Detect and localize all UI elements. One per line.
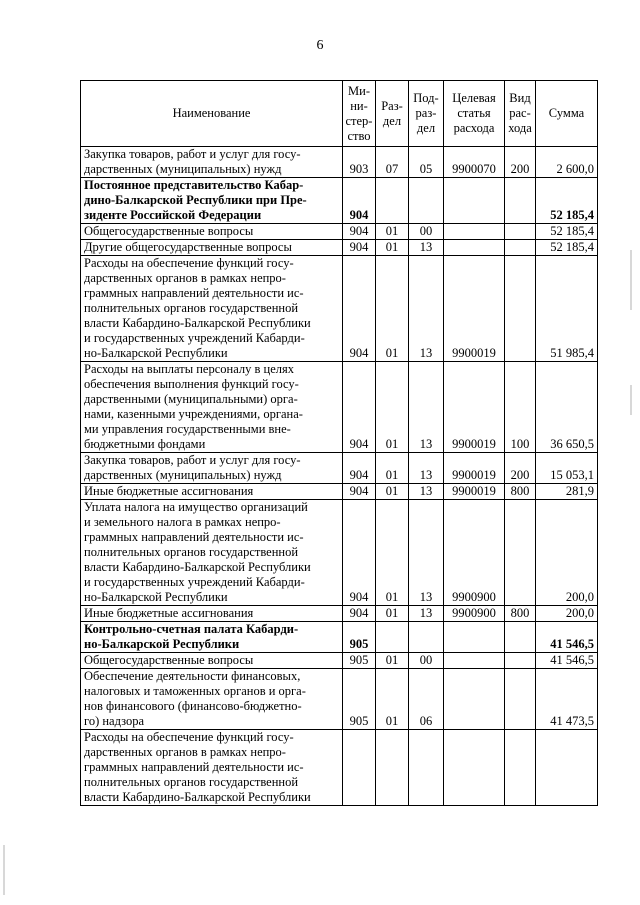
cell-subsection: 13 — [409, 484, 444, 500]
scan-edge-mark — [630, 385, 632, 415]
cell-name: Иные бюджетные ассигнования — [81, 606, 343, 622]
cell-sum: 41 546,5 — [536, 653, 598, 669]
cell-sum: 281,9 — [536, 484, 598, 500]
cell-target — [444, 240, 505, 256]
cell-expense-type: 200 — [505, 453, 536, 484]
cell-target — [444, 178, 505, 224]
cell-ministry: 904 — [343, 500, 376, 606]
cell-expense-type: 800 — [505, 606, 536, 622]
cell-sum: 41 473,5 — [536, 669, 598, 730]
cell-name: Общегосударственные вопросы — [81, 653, 343, 669]
cell-target — [444, 224, 505, 240]
cell-ministry: 904 — [343, 484, 376, 500]
cell-ministry: 904 — [343, 178, 376, 224]
scan-edge-mark — [630, 250, 632, 310]
cell-section — [376, 730, 409, 806]
cell-subsection: 13 — [409, 362, 444, 453]
cell-name: Постоянное представительство Кабар- дино-Балкарской Республики при Пре- зиденте Российской Федерации — [81, 178, 343, 224]
cell-name: Контрольно-счетная палата Кабарди- но-Балкарской Республики — [81, 622, 343, 653]
cell-ministry: 905 — [343, 669, 376, 730]
table-row — [81, 484, 598, 500]
cell-sum: 52 185,4 — [536, 178, 598, 224]
budget-table — [80, 80, 598, 806]
cell-sum: 2 600,0 — [536, 147, 598, 178]
cell-name: Расходы на обеспечение функций госу- дарственных органов в рамках непро- граммных направлений деятельности ис- полнительных органов государственной власти Кабардино-Балкарской Республики — [81, 730, 343, 806]
header-sum: Сумма — [536, 81, 598, 147]
cell-expense-type — [505, 730, 536, 806]
cell-target — [444, 669, 505, 730]
cell-section: 01 — [376, 453, 409, 484]
header-name: Наименование — [81, 81, 343, 147]
cell-subsection: 13 — [409, 500, 444, 606]
cell-sum: 15 053,1 — [536, 453, 598, 484]
cell-target: 9900070 — [444, 147, 505, 178]
cell-subsection: 13 — [409, 606, 444, 622]
header-subsection: Под- раз- дел — [409, 81, 444, 147]
header-expense-type: Вид рас- хода — [505, 81, 536, 147]
cell-ministry: 904 — [343, 240, 376, 256]
cell-section: 01 — [376, 606, 409, 622]
cell-expense-type — [505, 622, 536, 653]
cell-ministry: 904 — [343, 256, 376, 362]
cell-section: 01 — [376, 653, 409, 669]
cell-name: Уплата налога на имущество организаций и земельного налога в рамках непро- граммных направлений деятельности ис- полнительных органов государственной власти Кабардино-Балкарской Республики и государственных учреждений Кабарди- но-Балкарской Республики — [81, 500, 343, 606]
table-row — [81, 669, 598, 730]
table-row — [81, 653, 598, 669]
cell-ministry: 904 — [343, 362, 376, 453]
cell-sum: 36 650,5 — [536, 362, 598, 453]
cell-expense-type — [505, 256, 536, 362]
cell-sum — [536, 730, 598, 806]
page-number: 6 — [316, 38, 324, 53]
table-row — [81, 178, 598, 224]
cell-subsection: 13 — [409, 453, 444, 484]
cell-target: 9900900 — [444, 500, 505, 606]
cell-name: Другие общегосударственные вопросы — [81, 240, 343, 256]
cell-ministry: 904 — [343, 606, 376, 622]
cell-section: 01 — [376, 484, 409, 500]
cell-name: Расходы на обеспечение функций госу- дарственных органов в рамках непро- граммных направлений деятельности ис- полнительных органов государственной власти Кабардино-Балкарской Республики и государственных учреждений Кабарди- но-Балкарской Республики — [81, 256, 343, 362]
cell-subsection: 00 — [409, 653, 444, 669]
table-row — [81, 606, 598, 622]
cell-subsection: 06 — [409, 669, 444, 730]
cell-ministry: 905 — [343, 653, 376, 669]
cell-target — [444, 653, 505, 669]
cell-name: Закупка товаров, работ и услуг для госу- дарственных (муниципальных) нужд — [81, 147, 343, 178]
cell-target: 9900900 — [444, 606, 505, 622]
cell-ministry — [343, 730, 376, 806]
cell-section: 01 — [376, 256, 409, 362]
table-row — [81, 622, 598, 653]
cell-target: 9900019 — [444, 453, 505, 484]
cell-section: 01 — [376, 362, 409, 453]
header-ministry: Ми- ни- стер- ство — [343, 81, 376, 147]
cell-subsection — [409, 730, 444, 806]
cell-expense-type — [505, 500, 536, 606]
cell-ministry: 905 — [343, 622, 376, 653]
cell-name: Расходы на выплаты персоналу в целях обеспечения выполнения функций госу- дарственными (муниципальными) орга- нами, казенными учреждениями, органа- ми управления государственными вне- бюджетными фондами — [81, 362, 343, 453]
cell-sum: 41 546,5 — [536, 622, 598, 653]
header-target: Целевая статья расхода — [444, 81, 505, 147]
cell-expense-type: 800 — [505, 484, 536, 500]
cell-section: 01 — [376, 240, 409, 256]
table-row — [81, 500, 598, 606]
cell-name: Закупка товаров, работ и услуг для госу- дарственных (муниципальных) нужд — [81, 453, 343, 484]
cell-expense-type — [505, 240, 536, 256]
cell-sum: 51 985,4 — [536, 256, 598, 362]
table-row — [81, 147, 598, 178]
cell-name: Обеспечение деятельности финансовых, налоговых и таможенных органов и орга- нов финансового (финансово-бюджетно- го) надзора — [81, 669, 343, 730]
table-body — [81, 147, 598, 806]
cell-section: 01 — [376, 224, 409, 240]
cell-sum: 200,0 — [536, 500, 598, 606]
cell-expense-type — [505, 224, 536, 240]
table-row — [81, 453, 598, 484]
cell-sum: 52 185,4 — [536, 240, 598, 256]
scan-edge-mark — [3, 845, 5, 895]
cell-target: 9900019 — [444, 256, 505, 362]
cell-expense-type: 100 — [505, 362, 536, 453]
cell-subsection — [409, 622, 444, 653]
cell-expense-type — [505, 178, 536, 224]
cell-ministry: 904 — [343, 453, 376, 484]
cell-subsection: 13 — [409, 256, 444, 362]
cell-subsection: 13 — [409, 240, 444, 256]
cell-sum: 200,0 — [536, 606, 598, 622]
cell-name: Общегосударственные вопросы — [81, 224, 343, 240]
cell-section: 01 — [376, 500, 409, 606]
cell-section — [376, 178, 409, 224]
cell-expense-type — [505, 669, 536, 730]
header-section: Раз- дел — [376, 81, 409, 147]
cell-name: Иные бюджетные ассигнования — [81, 484, 343, 500]
cell-subsection — [409, 178, 444, 224]
cell-subsection: 05 — [409, 147, 444, 178]
cell-ministry: 903 — [343, 147, 376, 178]
cell-target: 9900019 — [444, 484, 505, 500]
cell-section — [376, 622, 409, 653]
cell-expense-type — [505, 653, 536, 669]
table-row — [81, 730, 598, 806]
table-row — [81, 224, 598, 240]
cell-expense-type: 200 — [505, 147, 536, 178]
cell-sum: 52 185,4 — [536, 224, 598, 240]
cell-target — [444, 622, 505, 653]
table-header-row — [81, 81, 598, 147]
table-row — [81, 256, 598, 362]
cell-section: 07 — [376, 147, 409, 178]
table-row — [81, 362, 598, 453]
table-row — [81, 240, 598, 256]
cell-target — [444, 730, 505, 806]
cell-subsection: 00 — [409, 224, 444, 240]
cell-target: 9900019 — [444, 362, 505, 453]
cell-section: 01 — [376, 669, 409, 730]
cell-ministry: 904 — [343, 224, 376, 240]
